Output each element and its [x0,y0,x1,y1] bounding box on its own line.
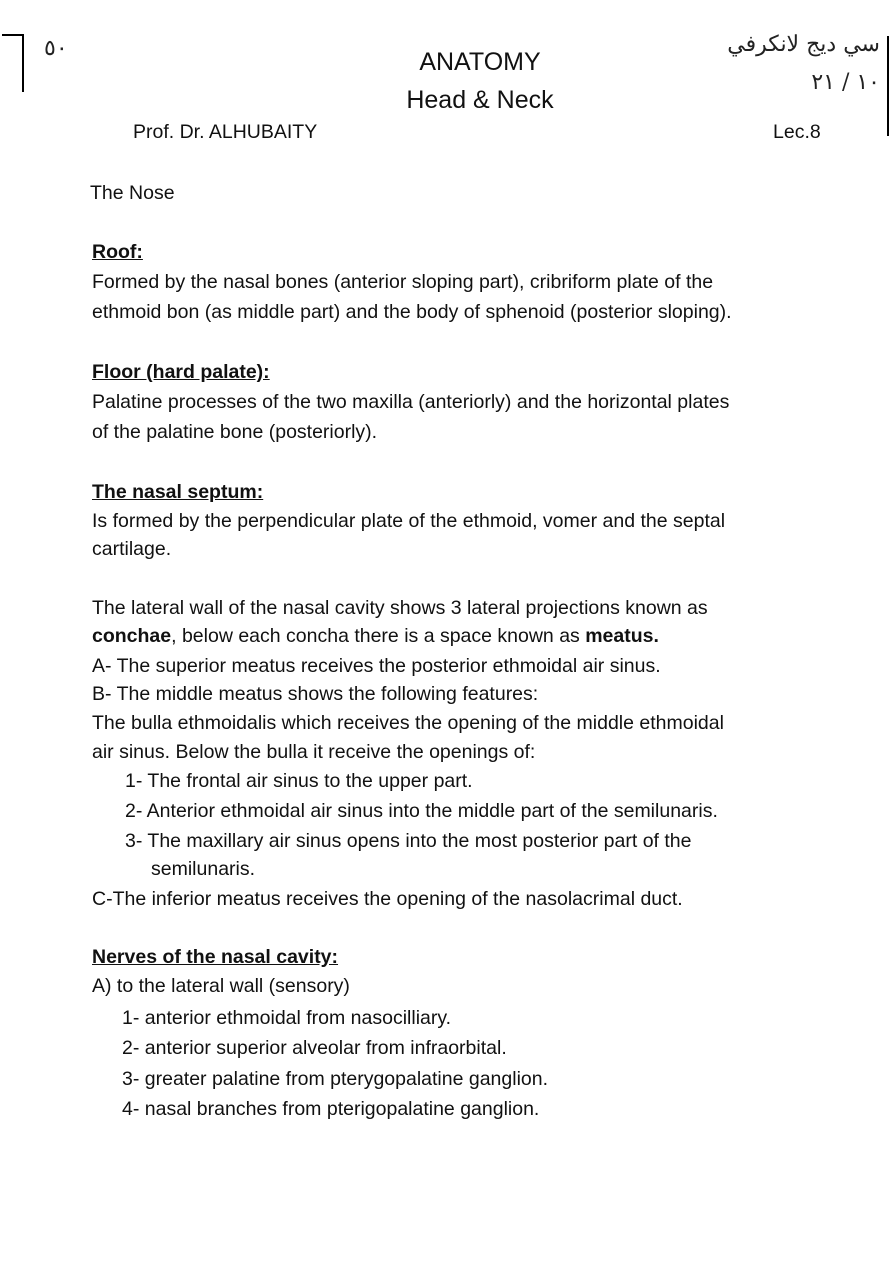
septum-line-1: Is formed by the perpendicular plate of the ethmoid, vomer and the septal [92,510,726,532]
roof-line-2: ethmoid bon (as middle part) and the body of sphenoid (posterior sloping). [92,301,732,323]
handwritten-note-top-right: سي ديج لانكرفي [727,32,880,57]
sinus-item-3: 3- The maxillary air sinus opens into the most posterior part of the [125,830,692,852]
nerves-subheading: A) to the lateral wall (sensory) [92,975,350,997]
course-title: Head & Neck [406,86,554,114]
floor-line-2: of the palatine bone (posteriorly). [92,421,378,443]
bulla-line-2: air sinus. Below the bulla it receive the openings of: [92,741,536,763]
nerve-item-3: 3- greater palatine from pterygopalatine ganglion. [122,1068,549,1090]
lecture-number: Lec.8 [773,121,821,143]
superior-meatus-line: A- The superior meatus receives the posterior ethmoidal air sinus. [92,655,661,677]
bulla-line-1: The bulla ethmoidalis which receives the opening of the middle ethmoidal [92,712,724,734]
nerves-heading: Nerves of the nasal cavity: [92,946,339,968]
lateral-line-2-text: , below each concha there is a space known as [171,625,586,647]
inferior-meatus-line: C-The inferior meatus receives the opening of the nasolacrimal duct. [92,888,683,910]
septum-heading: The nasal septum: [92,481,264,503]
roof-line-1: Formed by the nasal bones (anterior sloping part), cribriform plate of the [92,271,714,293]
nerve-item-2: 2- anterior superior alveolar from infraorbital. [122,1037,507,1059]
floor-heading: Floor (hard palate): [92,361,270,383]
septum-line-2: cartilage. [92,538,172,560]
lateral-line-2 [92,622,659,650]
meatus-term: meatus. [585,625,659,647]
lateral-line-1: The lateral wall of the nasal cavity shows 3 lateral projections known as [92,597,708,619]
handwritten-date: ١٠ / ٢١ [811,70,880,95]
handwritten-note-top-left: ٥٠ [44,36,68,61]
middle-meatus-line: B- The middle meatus shows the following features: [92,683,539,705]
sinus-item-2: 2- Anterior ethmoidal air sinus into the middle part of the semilunaris. [125,800,718,822]
roof-heading: Roof: [92,241,143,263]
page-title: The Nose [90,182,175,204]
top-left-mark [2,34,24,36]
nerve-item-4: 4- nasal branches from pterigopalatine ganglion. [122,1098,540,1120]
left-margin-mark [22,34,24,92]
sinus-item-3-cont: semilunaris. [151,858,256,880]
conchae-term: conchae [92,625,172,647]
floor-line-1: Palatine processes of the two maxilla (anteriorly) and the horizontal plates [92,391,730,413]
professor-name: Prof. Dr. ALHUBAITY [133,121,318,143]
nerve-item-1: 1- anterior ethmoidal from nasocilliary. [122,1007,452,1029]
right-margin-mark [887,36,889,136]
subject-title: ANATOMY [419,48,541,76]
sinus-item-1: 1- The frontal air sinus to the upper part. [125,770,473,792]
